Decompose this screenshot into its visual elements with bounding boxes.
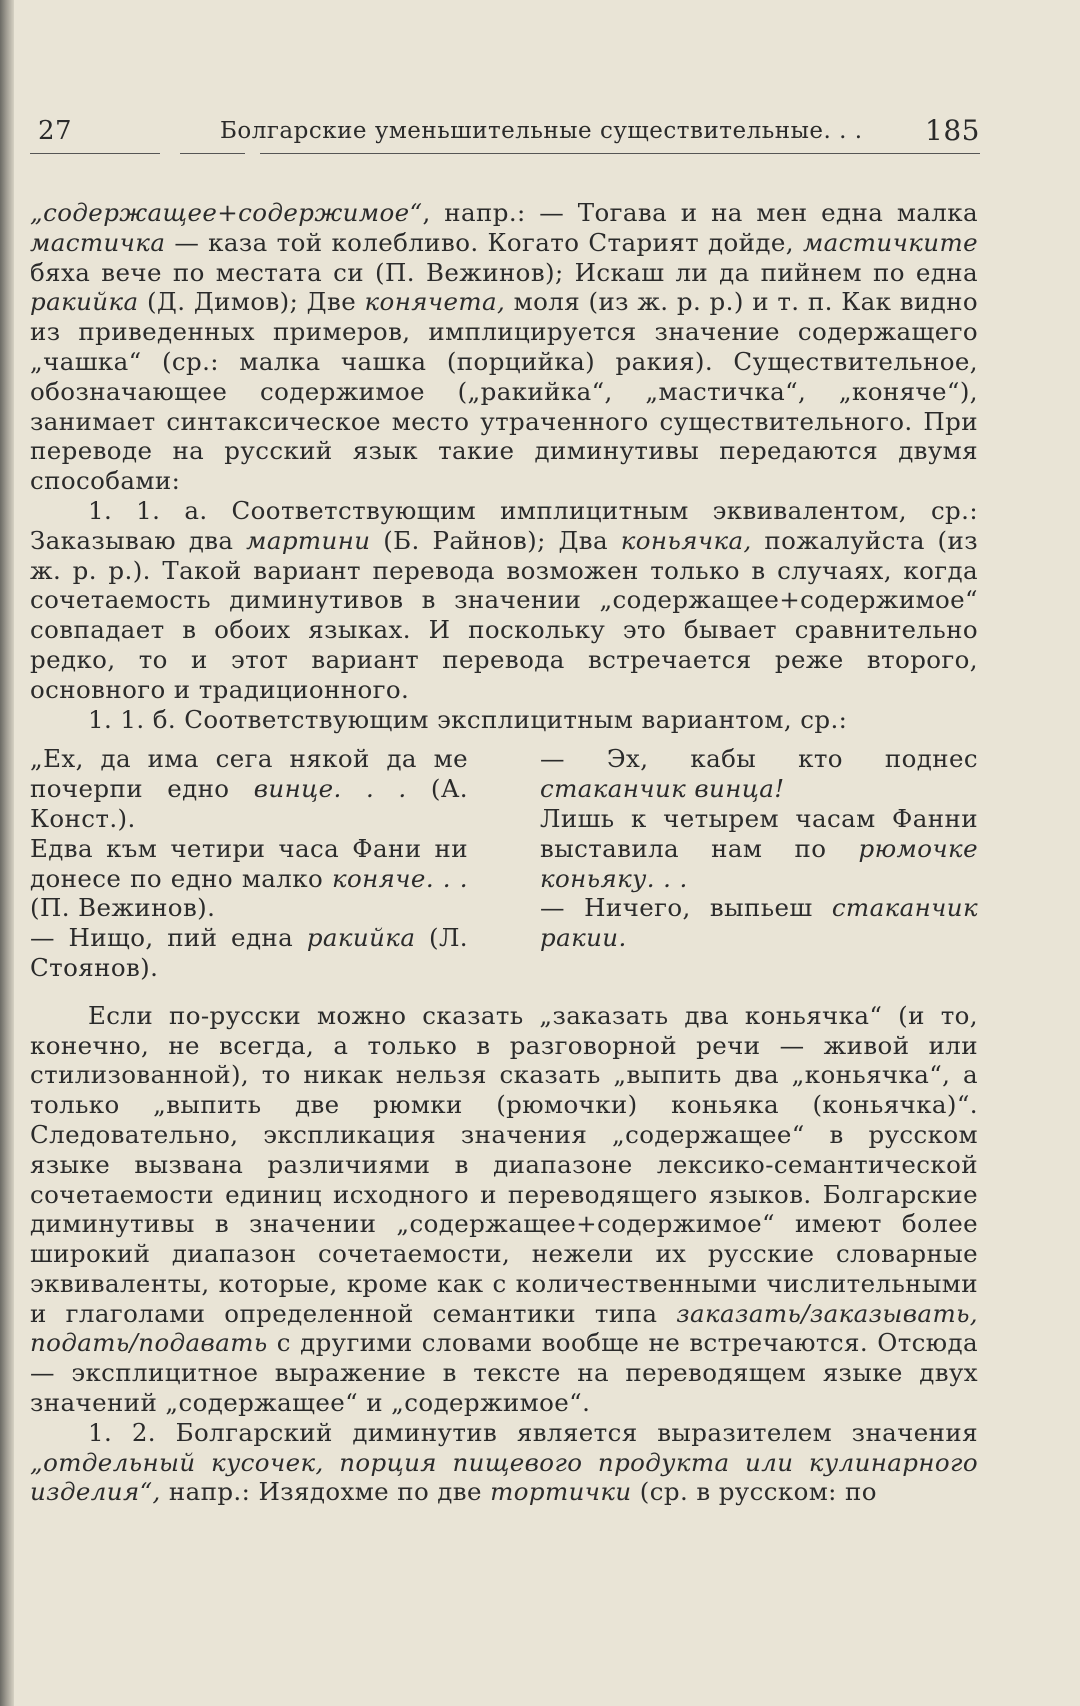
page-number-right: 185 xyxy=(925,114,980,147)
italic-run: мартини xyxy=(246,525,371,555)
paragraphs-after-quotes xyxy=(30,1001,978,1508)
text-run: 1. 2. Болгарский диминутив является выразителем значения xyxy=(88,1417,978,1447)
italic-run: заказать/заказывать, подать/подавать xyxy=(30,1298,978,1358)
italic-run: тортички xyxy=(490,1477,632,1507)
text-run: напр.: Изядохме по две xyxy=(160,1477,491,1507)
italic-run: коняче. . . xyxy=(331,863,468,893)
italic-run: стаканчик ракии. xyxy=(540,893,978,953)
text-run: (Д. Димов); Две xyxy=(138,287,365,317)
text-run: — Эх, кабы кто поднес xyxy=(540,744,978,774)
header-rule-right xyxy=(260,153,980,154)
italic-run: мастичка xyxy=(30,227,166,257)
italic-run: конячета, xyxy=(364,287,506,317)
text-run: Едва към четири часа Фани ни донесе по едно малко xyxy=(30,833,468,893)
text-run: (А. Конст.). xyxy=(30,774,468,833)
text-run: моля (из ж. р. р.) и т. п. Как видно из приведенных примеров, имплицируется значение содержащего „чашка“ (ср.: малка чашка (порцийка) ракия). Существительное, обозначающее содержимое („ракийка“, „мастичка“, „коняче“), занимает синтаксическое место утраченного существительного. При переводе на русский язык такие диминутивы передаются двумя способами: xyxy=(30,287,978,496)
text-run: Если по-русски можно сказать „заказать два коньячка“ (и то, конечно, не всегда, а только в разговорной речи — живой или стилизованной), то никак нельзя сказать „выпить два „коньячка“, а только „выпить две рюмки (рюмочки) коньяка (коньячка)“. Следовательно, экспликация значения „содержащее“ в русском языке вызвана различиями в диапазоне лексико-семантической сочетаемости единиц исходного и переводящего языков. Болгарские диминутивы в значении „содержащее+содержимое“ имеют более широкий диапазон сочетаемости, нежели их русские словарные эквиваленты, которые, кроме как с количественными числительными и глаголами определенной семантики типа xyxy=(30,1000,978,1328)
paragraph xyxy=(30,1001,978,1418)
text-run: (ср. в русском: по xyxy=(631,1477,877,1507)
italic-run: винце. . . xyxy=(253,774,407,804)
italic-run: коньячка, xyxy=(620,525,752,555)
text-run: (Б. Райнов); Два xyxy=(370,525,621,555)
book-spine-shadow xyxy=(0,0,14,1706)
italic-run: стаканчик винца! xyxy=(540,774,785,804)
paragraph xyxy=(30,198,978,496)
paragraphs-before-quotes xyxy=(30,198,978,734)
running-title: Болгарские уменьшительные существительные. . . xyxy=(220,118,863,144)
quote-left xyxy=(30,923,468,983)
quote-right xyxy=(540,744,978,804)
text-run: — каза той колебливо. Когато Старият дойде, xyxy=(165,227,803,257)
text-run: 1. 1. б. Соответствующим эксплицитным вариантом, ср.: xyxy=(88,704,848,734)
body-text xyxy=(30,198,978,1507)
header-rule-mid xyxy=(180,153,245,154)
text-run: „Ех, да има сега някой да ме почерпи едно xyxy=(30,744,468,804)
italic-run: „отдельный кусочек, порция пищевого продукта или кулинарного изделия“, xyxy=(30,1447,978,1507)
paragraph xyxy=(30,496,978,705)
text-run: бяха вече по местата си (П. Вежинов); Искаш ли да пийнем по една xyxy=(30,257,978,287)
running-head xyxy=(30,110,980,160)
quote-left xyxy=(30,744,468,833)
text-run: (Л. Стоянов). xyxy=(30,923,468,982)
quotes-russian xyxy=(540,744,978,982)
text-run: пожалуйста (из ж. р. р.). Такой вариант перевода возможен только в случаях, когда сочетаемость диминутивов в значении „содержащее+содержимое“ совпадает в обоих языках. И поскольку это бывает сравнительно редко, то и этот вариант перевода встречается реже второго, основного и традиционного. xyxy=(30,525,978,704)
text-run: , напр.: — Тогава и на мен една малка xyxy=(422,198,978,227)
quotes-bulgarian xyxy=(30,744,468,982)
italic-run: „содержащее+содержимое“ xyxy=(30,198,423,227)
italic-run: рюмочке коньяку. . . xyxy=(540,833,978,893)
italic-run: мастичките xyxy=(802,227,978,257)
italic-run: ракийка xyxy=(306,923,416,953)
book-page xyxy=(30,0,1030,1706)
quote-right xyxy=(540,804,978,893)
quote-left xyxy=(30,834,468,923)
page-number-left: 27 xyxy=(38,116,73,146)
quote-right xyxy=(540,893,978,953)
parallel-quotes xyxy=(30,744,978,982)
paragraph xyxy=(30,705,978,735)
text-run: (П. Вежинов). xyxy=(30,893,216,923)
text-run: 1. 1. а. Соответствующим имплицитным эквивалентом, ср.: Заказываю два xyxy=(30,495,978,555)
paragraph xyxy=(30,1418,978,1507)
text-run: с другими словами вообще не встречаются. Отсюда — эксплицитное выражение в тексте на переводящем языке двух значений „содержащее“ и „содержимое“. xyxy=(30,1328,978,1418)
header-rule-left xyxy=(30,153,160,154)
italic-run: ракийка xyxy=(30,287,139,317)
text-run: — Ничего, выпьеш xyxy=(540,893,832,923)
text-run: — Нищо, пий една xyxy=(30,923,307,953)
text-run: Лишь к четырем часам Фанни выставила нам по xyxy=(540,803,978,863)
